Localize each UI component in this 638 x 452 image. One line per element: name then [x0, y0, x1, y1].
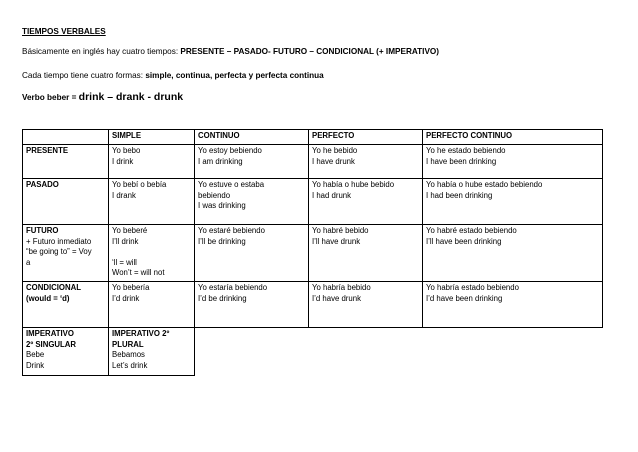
cell-line: ‘ll = will	[112, 257, 137, 267]
imperative-header-line: 2º SINGULAR	[26, 339, 77, 349]
cell-line: I have been drinking	[426, 156, 497, 166]
cell-line: Yo estaría bebiendo	[198, 282, 268, 292]
table-cell	[423, 179, 603, 225]
table-cell	[195, 145, 309, 179]
cell-line: I drank	[112, 190, 136, 200]
table-header-row	[23, 130, 603, 145]
table-cell	[109, 145, 195, 179]
verb-forms: drink – drank - drunk	[78, 91, 184, 103]
table-header-cell: PERFECTO	[309, 130, 423, 145]
cell-line: I was drinking	[198, 201, 246, 211]
table-row	[23, 225, 603, 282]
table-cell	[309, 281, 423, 327]
forms-list: simple, continua, perfecta y perfecta continua	[145, 71, 324, 80]
table-header-cell: CONTINUO	[195, 130, 309, 145]
cell-line: I’d have been drinking	[426, 293, 503, 303]
row-label-line: + Futuro inmediato	[26, 236, 92, 246]
imperative-header-line: PLURAL	[112, 339, 144, 349]
cell-line: Bebamos	[112, 350, 145, 360]
tenses-table	[22, 129, 603, 376]
document-title: TIEMPOS VERBALES	[22, 27, 106, 36]
table-row	[23, 179, 603, 225]
row-label-line: CONDICIONAL	[26, 282, 82, 292]
table-cell	[109, 179, 195, 225]
intro-line	[22, 47, 439, 56]
table-cell	[309, 179, 423, 225]
intro-tenses: PRESENTE – PASADO- FUTURO – CONDICIONAL (+ IMPERATIVO)	[180, 47, 439, 56]
row-label	[23, 179, 109, 225]
cell-line: Yo había o hube estado bebiendo	[426, 180, 543, 189]
table-cell	[195, 179, 309, 225]
verb-line	[22, 91, 183, 103]
intro-text: Básicamente en inglés hay cuatro tiempos:	[22, 47, 181, 56]
table-cell	[109, 225, 195, 282]
row-label-line: a	[26, 257, 31, 267]
forms-text: Cada tiempo tiene cuatro formas:	[22, 71, 146, 80]
table-row	[23, 145, 603, 179]
table-header-cell: SIMPLE	[109, 130, 195, 145]
cell-line: Yo bebo	[112, 146, 141, 155]
cell-line: Drink	[26, 360, 45, 370]
row-label-line: FUTURO	[26, 226, 59, 235]
row-label-line: PRESENTE	[26, 146, 69, 155]
cell-line: Yo beberé	[112, 226, 148, 235]
cell-line: Yo había o hube bebido	[312, 180, 395, 189]
cell-line: Yo habré estado bebiendo	[426, 226, 517, 235]
row-label	[23, 225, 109, 282]
cell-line: I’ll be drinking	[198, 236, 246, 246]
table-header-cell: PERFECTO CONTINUO	[423, 130, 603, 145]
cell-line: Yo habría estado bebiendo	[426, 282, 519, 292]
cell-line: I’d drink	[112, 293, 140, 303]
cell-line: bebiendo	[198, 190, 231, 200]
table-cell	[423, 225, 603, 282]
empty-cell	[195, 327, 309, 375]
table-cell	[423, 145, 603, 179]
cell-line: Yo estuve o estaba	[198, 180, 265, 189]
table-cell	[195, 225, 309, 282]
cell-line: I’ll have been drinking	[426, 236, 502, 246]
row-label	[23, 281, 109, 327]
cell-line: I have drunk	[312, 156, 355, 166]
imperative-header-line: IMPERATIVO 2º	[112, 328, 170, 338]
cell-line: Let’s drink	[112, 360, 148, 370]
cell-line: Yo bebí o bebía	[112, 180, 167, 189]
table-cell	[195, 281, 309, 327]
row-label	[23, 145, 109, 179]
imperative-header-line: IMPERATIVO	[26, 328, 74, 338]
cell-line: Yo estaré bebiendo	[198, 226, 265, 235]
row-label-line: (would = ‘d)	[26, 293, 70, 303]
cell-line: I’d be drinking	[198, 293, 247, 303]
imperative-plural-cell	[109, 327, 195, 375]
cell-line: I’ll have drunk	[312, 236, 361, 246]
table-cell	[423, 281, 603, 327]
table-header-cell	[23, 130, 109, 145]
cell-line: I’ll drink	[112, 236, 139, 246]
cell-line: Yo estoy bebiendo	[198, 146, 262, 155]
forms-line	[22, 71, 324, 80]
cell-line: I drink	[112, 156, 134, 166]
cell-line: I’d have drunk	[312, 293, 361, 303]
cell-line: Yo habría bebido	[312, 282, 371, 292]
table-row	[23, 281, 603, 327]
table-cell	[109, 281, 195, 327]
cell-line	[112, 247, 191, 258]
cell-line: Bebe	[26, 350, 45, 360]
table-cell	[309, 145, 423, 179]
cell-line: Yo bebería	[112, 282, 150, 292]
cell-line: Yo he estado bebiendo	[426, 146, 506, 155]
imperative-row	[23, 327, 603, 375]
cell-line: I had been drinking	[426, 190, 493, 200]
verb-prefix: Verbo beber =	[22, 93, 79, 102]
empty-cell	[423, 327, 603, 375]
cell-line: Yo he bebido	[312, 146, 358, 155]
cell-line: Yo habré bebido	[312, 226, 369, 235]
row-label-line: “be going to” = Voy	[26, 247, 92, 257]
cell-line: I am drinking	[198, 156, 243, 166]
empty-cell	[309, 327, 423, 375]
imperative-singular-cell	[23, 327, 109, 375]
cell-line: Won’t = will not	[112, 268, 165, 278]
table-cell	[309, 225, 423, 282]
cell-line: I had drunk	[312, 190, 352, 200]
row-label-line: PASADO	[26, 180, 59, 189]
